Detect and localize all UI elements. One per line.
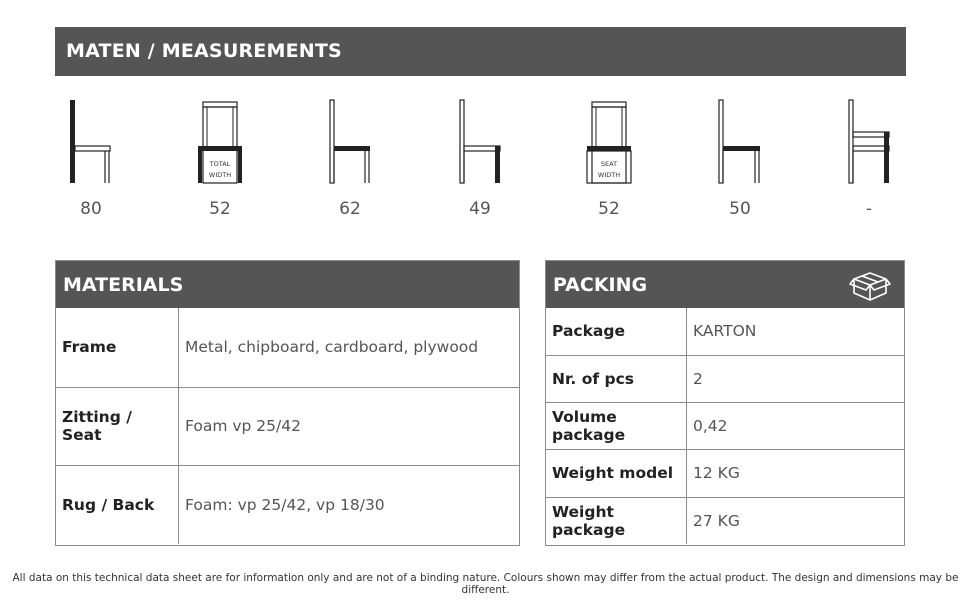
chair-label-line2: WIDTH	[597, 171, 621, 179]
packing-table	[546, 308, 904, 544]
chair-depth-icon	[305, 98, 395, 193]
packing-key: Nr. of pcs	[546, 355, 687, 402]
package-box-icon	[848, 267, 892, 303]
measurement-value: 80	[80, 199, 102, 219]
materials-key: Rug / Back	[56, 465, 179, 544]
measurement-seat-height	[435, 98, 525, 223]
materials-value: Foam: vp 25/42, vp 18/30	[179, 465, 520, 544]
measurement-armrest-height	[824, 98, 914, 223]
materials-header	[56, 261, 519, 308]
materials-key: Frame	[56, 308, 179, 387]
packing-value: 12 KG	[687, 449, 905, 497]
measurements-banner	[55, 27, 906, 76]
packing-title: PACKING	[553, 274, 648, 296]
materials-table	[56, 308, 519, 544]
packing-key: Weight model	[546, 449, 687, 497]
chair-label-line2: WIDTH	[208, 171, 232, 179]
chair-total-width-icon	[175, 98, 265, 193]
table-row	[56, 465, 519, 544]
table-row	[546, 449, 904, 497]
table-row	[546, 308, 904, 355]
table-row	[56, 308, 519, 387]
measurement-value: 62	[339, 199, 361, 219]
materials-title: MATERIALS	[63, 274, 184, 296]
table-row	[56, 387, 519, 465]
table-row	[546, 402, 904, 449]
packing-value: 0,42	[687, 402, 905, 449]
chair-label-line1: SEAT	[600, 160, 618, 168]
packing-value: 2	[687, 355, 905, 402]
measurement-seat-depth	[695, 98, 785, 223]
packing-header	[546, 261, 904, 308]
measurement-depth	[305, 98, 395, 223]
materials-value: Foam vp 25/42	[179, 387, 520, 465]
packing-value: KARTON	[687, 308, 905, 355]
measurement-value: -	[865, 199, 873, 219]
chair-label-line1: TOTAL	[209, 160, 231, 168]
chair-seat-height-icon	[435, 98, 525, 193]
measurements-title: MATEN / MEASUREMENTS	[66, 40, 342, 62]
measurement-total-width	[175, 98, 265, 223]
disclaimer-text: All data on this technical data sheet are for information only and are not of a binding nature. Colours shown may differ from the actual product. The design and dimensions may be different.	[12, 572, 959, 596]
packing-value: 27 KG	[687, 497, 905, 544]
chair-total-height-icon	[46, 98, 136, 193]
chair-armrest-height-icon	[824, 98, 914, 193]
table-row	[546, 497, 904, 544]
measurement-total-height	[46, 98, 136, 223]
measurement-value: 49	[469, 199, 491, 219]
table-row	[546, 355, 904, 402]
measurement-value: 52	[598, 199, 620, 219]
packing-key: Volume package	[546, 402, 687, 449]
materials-panel	[55, 260, 520, 546]
packing-key: Package	[546, 308, 687, 355]
chair-seat-depth-icon	[695, 98, 785, 193]
measurement-value: 52	[209, 199, 231, 219]
packing-key: Weight package	[546, 497, 687, 544]
chair-seat-width-icon	[564, 98, 654, 193]
materials-key: Zitting / Seat	[56, 387, 179, 465]
materials-value: Metal, chipboard, cardboard, plywood	[179, 308, 520, 387]
measurement-value: 50	[729, 199, 751, 219]
packing-panel	[545, 260, 905, 546]
measurement-seat-width	[564, 98, 654, 223]
